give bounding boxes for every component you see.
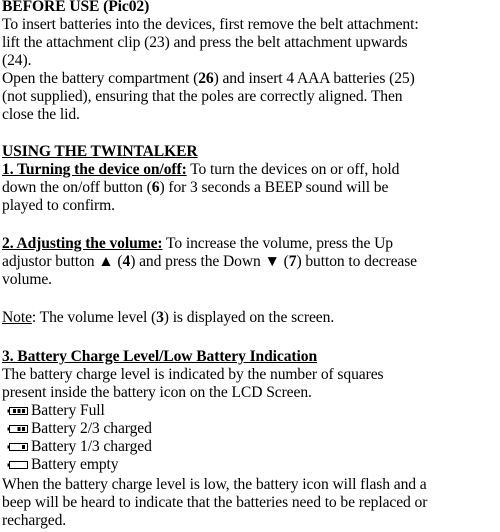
- battery-level-label: Battery empty: [31, 456, 119, 473]
- section2-line1: [2, 235, 393, 254]
- battery-level-label: Battery 1/3 charged: [31, 438, 152, 455]
- battery-bar: [22, 445, 25, 449]
- text-run: ) for 3 seconds a BEEP sound will be: [159, 179, 389, 196]
- ending-line2: beep will be heard to indicate that the batteries need to be replaced or: [2, 494, 428, 511]
- battery-bar: [18, 409, 21, 413]
- battery-full-icon: [7, 406, 29, 416]
- section1-title: 1. Turning the device on/off:: [2, 161, 187, 178]
- battery-bar: [22, 409, 25, 413]
- ending-line1: When the battery charge level is low, the battery icon will flash and a: [2, 476, 427, 493]
- section2-line2: [2, 253, 417, 272]
- part-number: 6: [151, 179, 160, 196]
- text-run: adjustor button ▲ (: [2, 253, 123, 270]
- section1-line1: [2, 161, 399, 180]
- battery-two-thirds-icon: [7, 424, 29, 434]
- part-number: 26: [198, 70, 214, 87]
- battery-level-label: Battery Full: [31, 402, 105, 419]
- section2-title: 2. Adjusting the volume:: [2, 235, 163, 252]
- battery-bar: [18, 427, 21, 431]
- before-use-p1-line3: (24).: [2, 52, 32, 69]
- text-run: To increase the volume, press the Up: [162, 235, 393, 252]
- using-heading: USING THE TWINTALKER: [2, 143, 198, 160]
- section3-line1: The battery charge level is indicated by the number of squares: [2, 366, 384, 383]
- battery-level-item: [7, 402, 105, 421]
- section1-line3: played to confirm.: [2, 197, 115, 214]
- before-use-p1-line1: To insert batteries into the devices, first remove the belt attachment:: [2, 16, 419, 33]
- text-run: ) and insert 4 AAA batteries (25): [213, 70, 415, 87]
- section2-line3: volume.: [2, 271, 52, 288]
- section3-title: 3. Battery Charge Level/Low Battery Indication: [2, 348, 318, 365]
- text-run: ) and press the Down ▼ (: [130, 253, 289, 270]
- battery-bar: [13, 409, 16, 413]
- before-use-p2-line1: [2, 70, 415, 89]
- text-run: Open the battery compartment (: [2, 70, 199, 87]
- battery-empty-icon: [7, 460, 29, 470]
- ending-line3: recharged.: [2, 512, 67, 529]
- text-run: ) button to decrease: [296, 253, 418, 270]
- note-label: Note: [2, 309, 32, 326]
- before-use-p2-line2: (not supplied), ensuring that the poles are correctly aligned. Then: [2, 88, 403, 105]
- before-use-p1-line2: lift the attachment clip (23) and press the belt attachment upwards: [2, 34, 408, 51]
- text-run: To turn the devices on or off, hold: [186, 161, 400, 178]
- text-run: : The volume level (: [31, 309, 157, 326]
- section1-line2: [2, 179, 388, 198]
- battery-level-item: [7, 456, 118, 475]
- battery-one-third-icon: [7, 442, 29, 452]
- part-number: 7: [288, 253, 297, 270]
- before-use-p2-line3: close the lid.: [2, 106, 80, 123]
- battery-level-item: [7, 420, 152, 439]
- text-run: down the on/off button (: [2, 179, 152, 196]
- battery-level-label: Battery 2/3 charged: [31, 420, 152, 437]
- section3-line2: present inside the battery icon on the LCD Screen.: [2, 384, 312, 401]
- text-run: ) is displayed on the screen.: [163, 309, 335, 326]
- battery-level-item: [7, 438, 152, 457]
- part-number: 3: [156, 309, 164, 326]
- note-line: [2, 309, 334, 328]
- part-number: 4: [122, 253, 131, 270]
- battery-bar: [22, 427, 25, 431]
- before-use-heading: BEFORE USE (Pic02): [2, 0, 150, 15]
